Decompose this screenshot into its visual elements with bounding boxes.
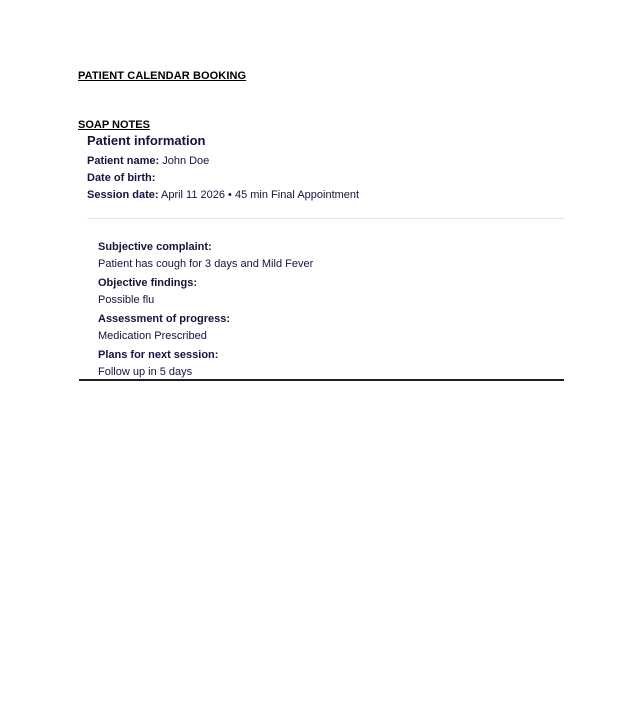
objective-findings-block <box>98 277 197 306</box>
assessment-of-progress-value: Medication Prescribed <box>98 330 207 342</box>
session-date-label: Session date: <box>87 189 159 201</box>
session-date-value: April 11 2026 • 45 min Final Appointment <box>160 189 360 201</box>
plans-for-next-session-block <box>98 349 218 378</box>
subjective-complaint-block <box>98 241 313 270</box>
patient-info-heading: Patient information <box>87 133 206 148</box>
assessment-of-progress-block <box>98 313 230 342</box>
assessment-of-progress-label: Assessment of progress: <box>98 313 231 325</box>
plans-for-next-session-value: Follow up in 5 days <box>98 366 193 378</box>
objective-findings-value: Possible flu <box>98 294 155 306</box>
session-date-row <box>87 189 359 201</box>
section-divider <box>87 218 564 219</box>
date-of-birth-label: Date of birth: <box>87 172 156 184</box>
plans-for-next-session-label: Plans for next session: <box>98 349 219 361</box>
date-of-birth-row <box>87 172 155 184</box>
patient-name-value: John Doe <box>162 155 210 167</box>
page-header: PATIENT CALENDAR BOOKING <box>78 70 247 82</box>
bottom-rule <box>79 379 564 381</box>
patient-name-label: Patient name: <box>87 155 160 167</box>
section-header-soap-notes: SOAP NOTES <box>78 119 150 131</box>
patient-name-row <box>87 155 209 167</box>
subjective-complaint-label: Subjective complaint: <box>98 241 212 253</box>
objective-findings-label: Objective findings: <box>98 277 198 289</box>
subjective-complaint-value: Patient has cough for 3 days and Mild Fever <box>98 258 314 270</box>
